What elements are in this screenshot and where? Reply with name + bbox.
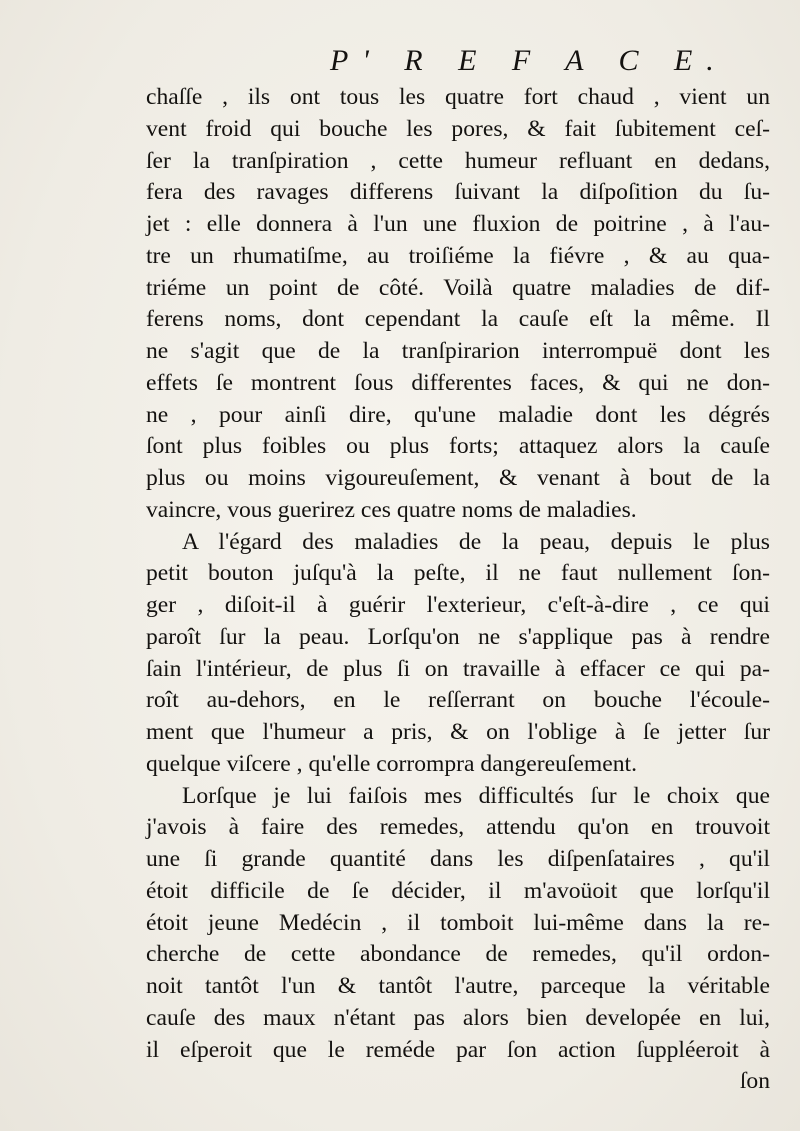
text-line: ſont plus foibles ou plus forts; attaquez alors la cauſe <box>146 433 770 460</box>
text-line: j'avois à faire des remedes, attendu qu'on en trouvoit <box>146 814 770 841</box>
text-line: cherche de cette abondance de remedes, qu'il ordon- <box>146 941 770 968</box>
text-line: une ſi grande quantité dans les diſpenſataires , qu'il <box>146 846 770 872</box>
running-head: P' R E F A C E. <box>330 44 728 77</box>
text-line: chaſſe , ils ont tous les quatre fort chaud , vient un <box>146 84 770 110</box>
text-line: ger , diſoit-il à guérir l'exterieur, c'eſt-à-dire , ce qui <box>146 592 770 618</box>
text-line: A l'égard des maladies de la peau, depuis le plus <box>182 528 770 555</box>
text-line: paroît ſur la peau. Lorſqu'on ne s'applique pas à rendre <box>146 623 770 650</box>
text-line: il eſperoit que le reméde par ſon action ſuppléeroit à <box>146 1036 770 1063</box>
text-line: ne s'agit que de la tranſpirarion interrompuë dont les <box>146 338 770 364</box>
text-line: petit bouton juſqu'à la peſte, il ne faut nullement ſon- <box>146 560 770 587</box>
text-line: noit tantôt l'un & tantôt l'autre, parceque la véritable <box>146 973 770 999</box>
text-line: étoit difficile de ſe décider, il m'avoüoit que lorſqu'il <box>146 877 770 904</box>
text-line: vent froid qui bouche les pores, & fait ſubitement ceſ- <box>146 115 770 142</box>
text-line: vaincre, vous guerirez ces quatre noms de maladies. <box>146 496 637 523</box>
body-text <box>146 82 770 1098</box>
text-line: cauſe des maux n'étant pas alors bien developée en lui, <box>146 1004 770 1031</box>
text-line: Lorſque je lui faiſois mes difficultés ſur le choix que <box>182 782 770 809</box>
text-line: quelque viſcere , qu'elle corrompra dangereuſement. <box>146 750 637 777</box>
text-line: jet : elle donnera à l'un une fluxion de poitrine , à l'au- <box>146 211 770 237</box>
text-line: ſain l'intérieur, de plus ſi on travaille à effacer ce qui pa- <box>146 655 770 682</box>
text-line: ne , pour ainſi dire, qu'une maladie dont les dégrés <box>146 401 770 428</box>
text-line: fera des ravages differens ſuivant la diſpoſition du ſu- <box>146 179 770 206</box>
text-line: ment que l'humeur a pris, & on l'oblige à ſe jetter ſur <box>146 719 770 745</box>
catchword: ſon <box>739 1068 770 1095</box>
text-line: tre un rhumatiſme, au troiſiéme la fiévre , & au qua- <box>146 242 770 269</box>
text-line: ſer la tranſpiration , cette humeur refluant en dedans, <box>146 147 770 174</box>
text-line: plus ou moins vigoureuſement, & venant à bout de la <box>146 465 770 491</box>
text-line: roît au-dehors, en le reſſerrant on bouche l'écoule- <box>146 687 770 714</box>
text-line: effets ſe montrent ſous differentes faces, & qui ne don- <box>146 369 770 396</box>
text-line: étoit jeune Medécin , il tomboit lui-même dans la re- <box>146 909 770 936</box>
text-line: triéme un point de côté. Voilà quatre maladies de dif- <box>146 274 770 301</box>
text-line: ferens noms, dont cependant la cauſe eſt la même. Il <box>146 306 770 333</box>
